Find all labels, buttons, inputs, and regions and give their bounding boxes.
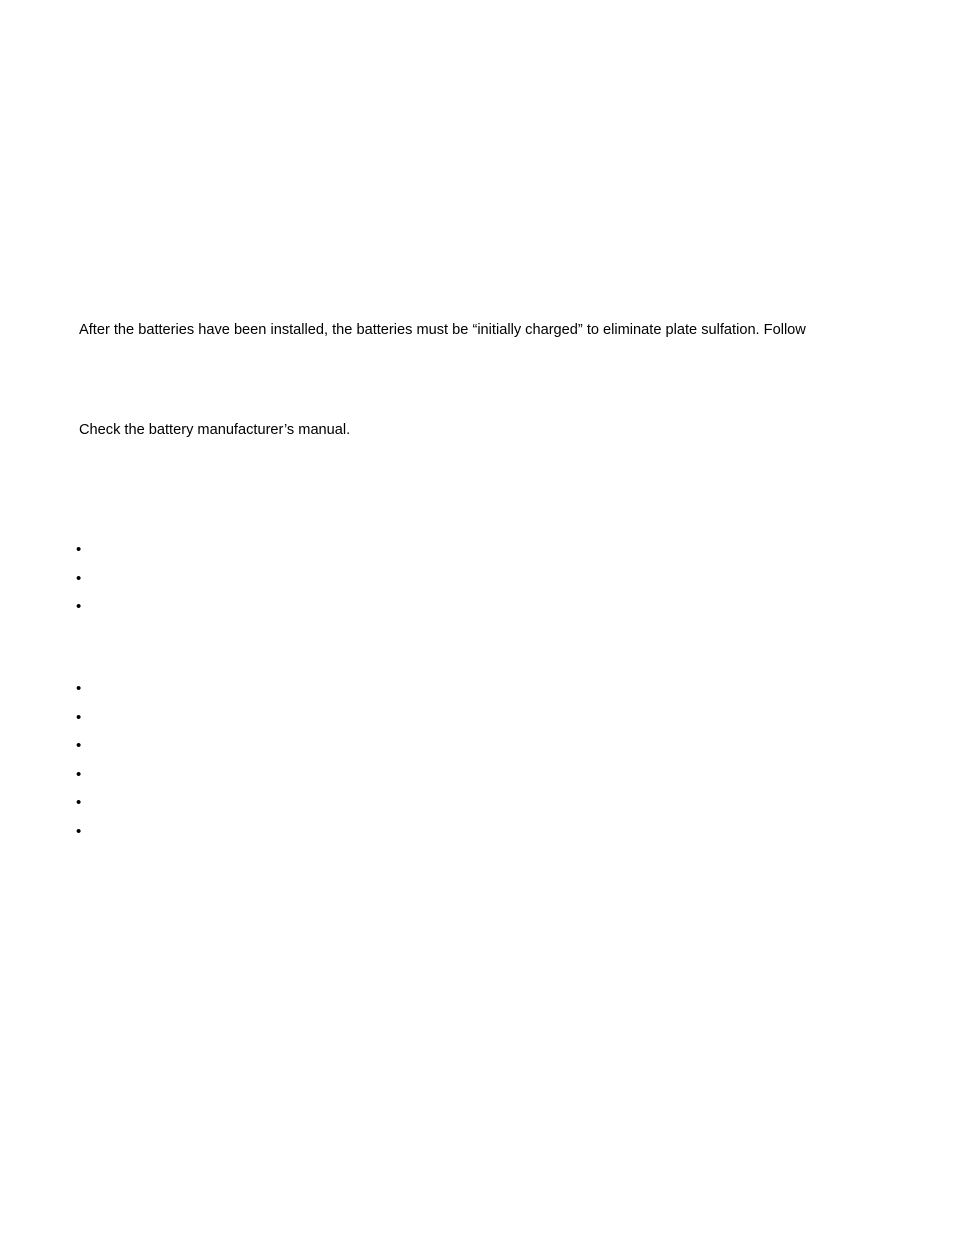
- list-item: [76, 766, 96, 795]
- bullet-icon: •: [76, 765, 82, 783]
- paragraph-check-manual: Check the battery manufacturer’s manual.: [79, 422, 351, 438]
- list-item: [76, 823, 96, 852]
- bullet-icon: •: [76, 598, 82, 616]
- list-item: [76, 541, 96, 570]
- bullet-list-2: [76, 680, 96, 852]
- bullet-icon: •: [76, 708, 82, 726]
- list-item: [76, 794, 96, 823]
- list-item: [76, 598, 96, 627]
- bullet-icon: •: [76, 569, 82, 587]
- list-item: [76, 680, 96, 709]
- list-item: [76, 737, 96, 766]
- bullet-icon: •: [76, 822, 82, 840]
- bullet-icon: •: [76, 794, 82, 812]
- paragraph-initial-charge: After the batteries have been installed, the batteries must be “initially charged” to eliminate plate sulfation. Follow: [79, 322, 806, 338]
- bullet-icon: •: [76, 680, 82, 697]
- bullet-icon: •: [76, 737, 82, 755]
- bullet-icon: •: [76, 541, 82, 558]
- bullet-list-1: [76, 541, 96, 627]
- list-item: [76, 570, 96, 599]
- list-item: [76, 709, 96, 738]
